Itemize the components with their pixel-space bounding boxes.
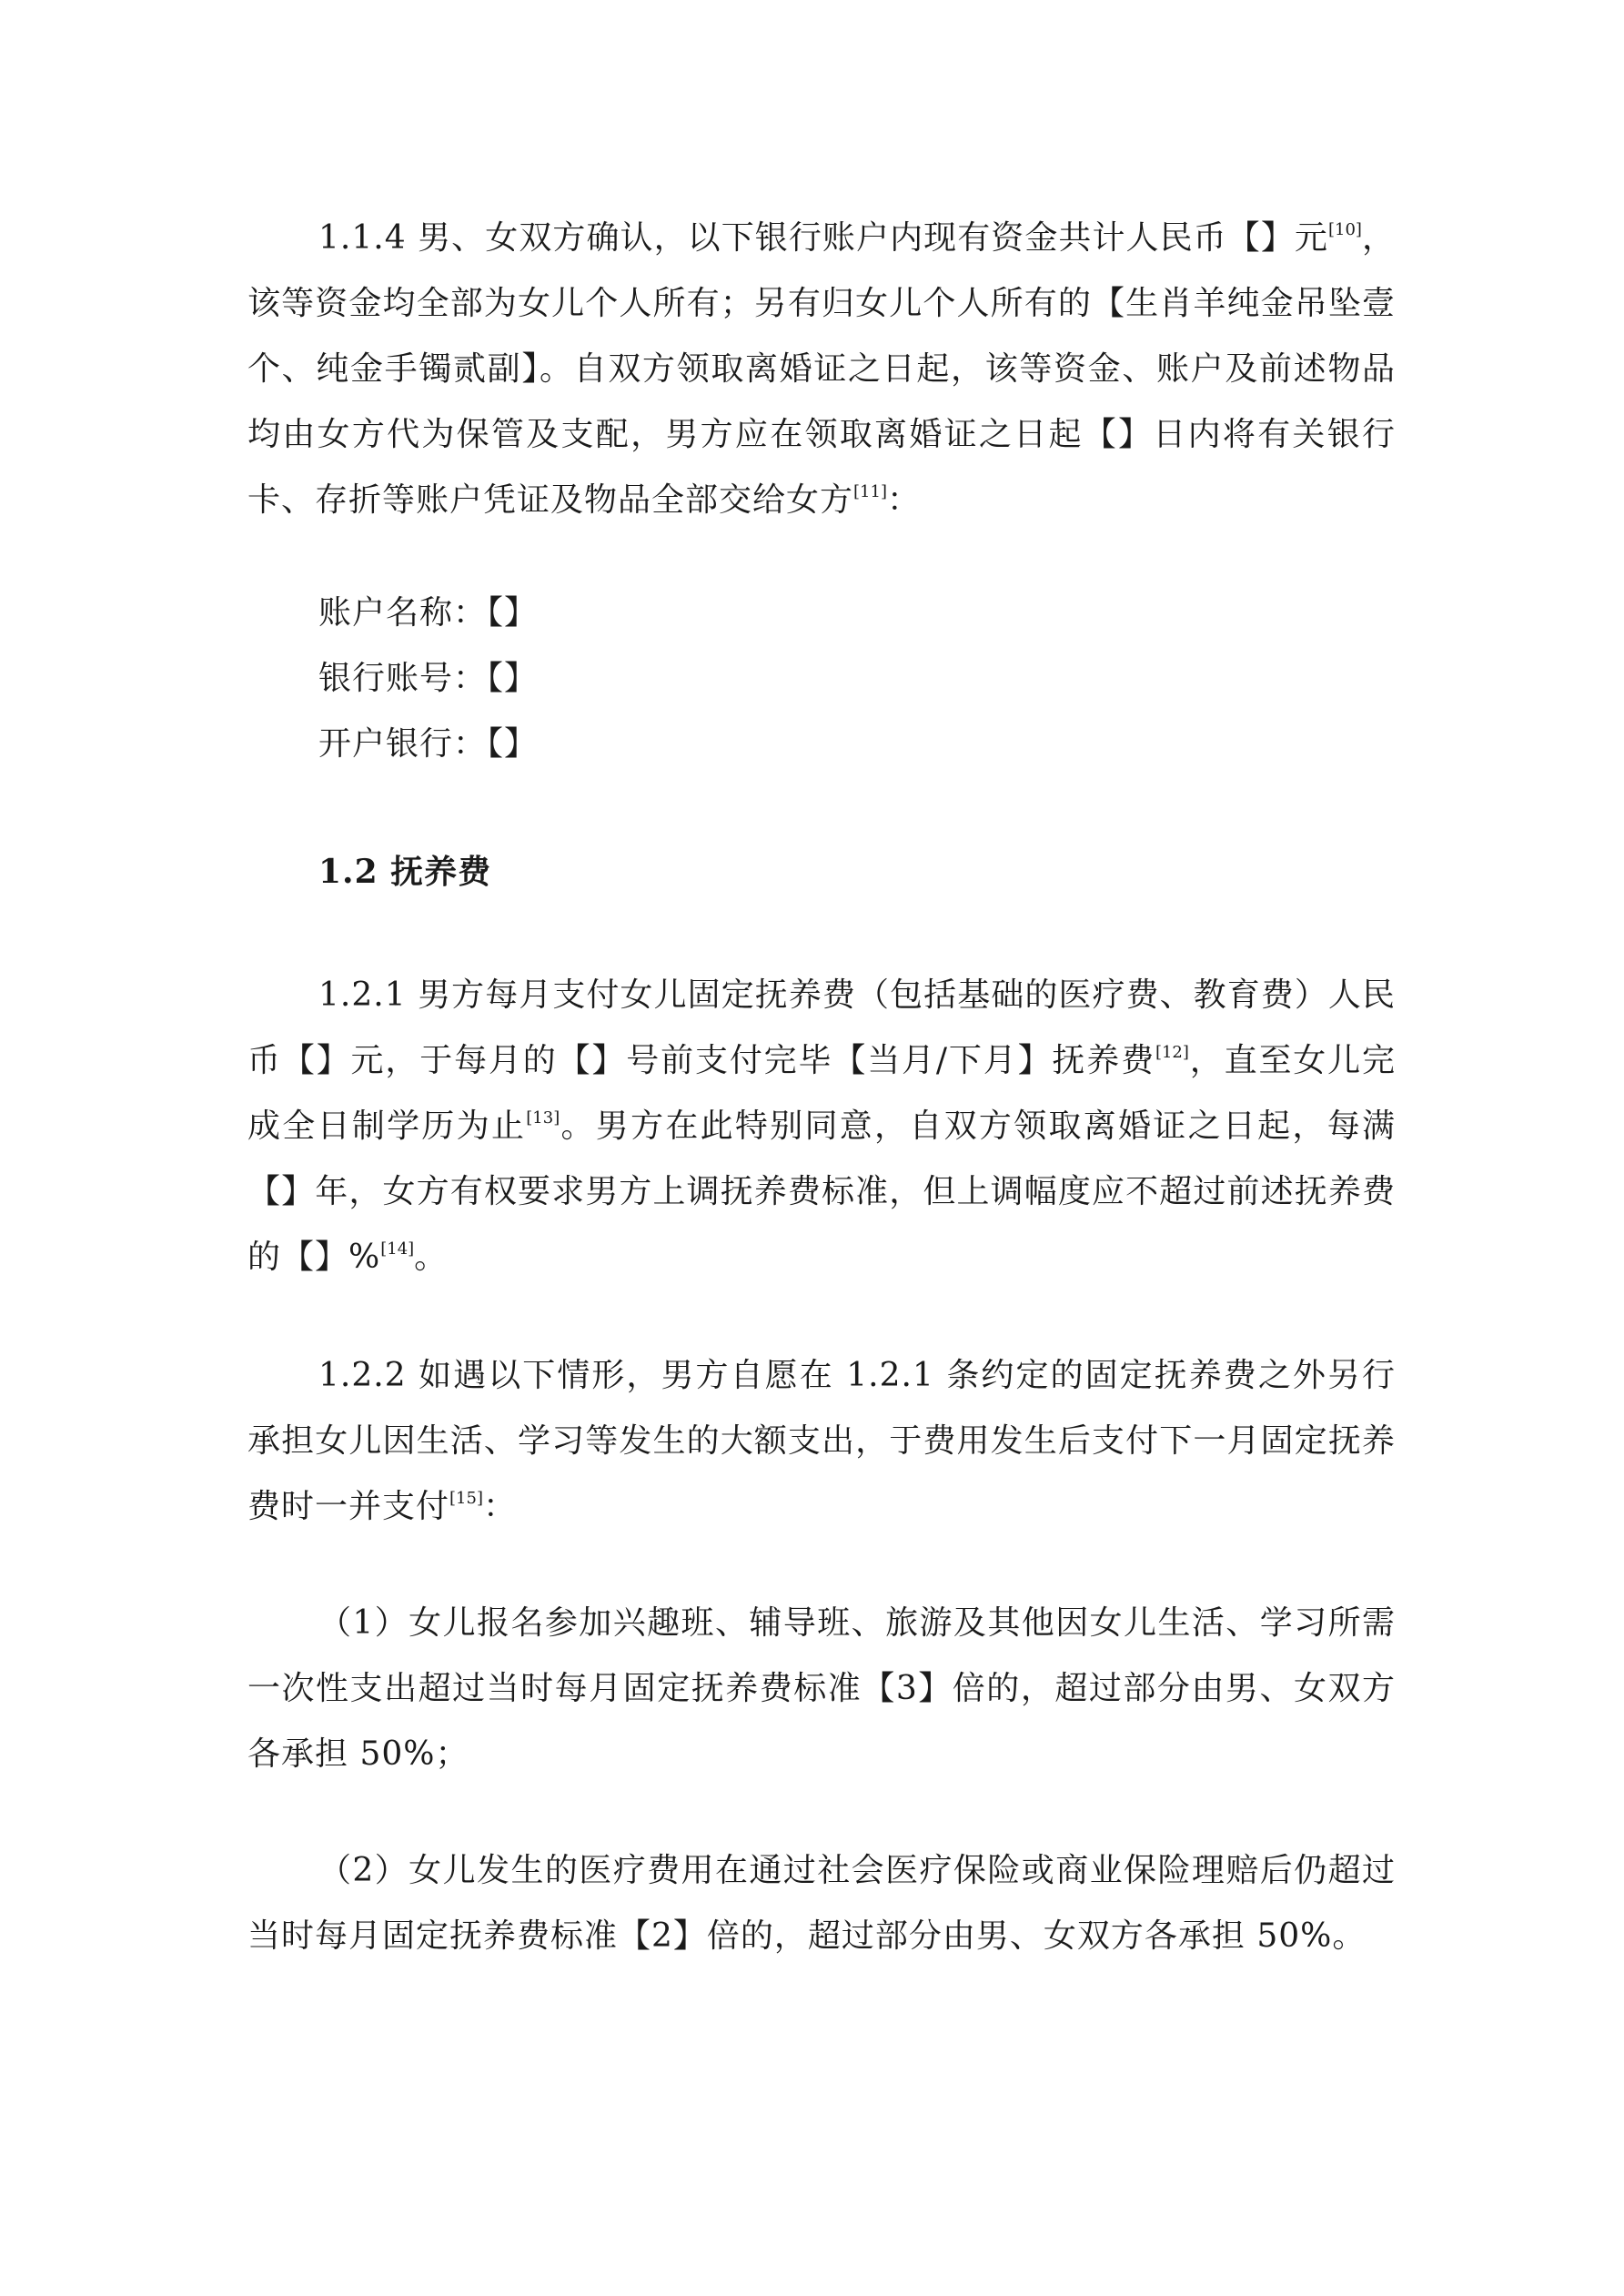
footnote-ref[interactable]: [14] bbox=[380, 1239, 415, 1259]
section-heading: 1.2 抚养费 bbox=[318, 853, 492, 891]
clause-text: ： bbox=[886, 481, 921, 519]
footnote-ref[interactable]: [13] bbox=[526, 1108, 560, 1128]
clause-text: 。男方在此特别同意，自双方领取离婚证之日起，每满【】年，女方有权要求男方上调抚养费标准，但上调幅度应不超过前述抚养费的【】% bbox=[247, 1108, 1396, 1276]
footnote-ref[interactable]: [10] bbox=[1327, 220, 1362, 239]
account-name-field: 账户名称：【】 bbox=[318, 594, 539, 632]
list-item-1: （1）女儿报名参加兴趣班、辅导班、旅游及其他因女儿生活、学习所需一次性支出超过当时每月固定抚养费标准【3】倍的，超过部分由男、女双方各承担 50%； bbox=[247, 1604, 1396, 1773]
clause-text: ： bbox=[482, 1488, 517, 1525]
clause-text: 1.2.1 男方每月支付女儿固定抚养费（包括基础的医疗费、教育费）人民币【】元，于每月的【】号前支付完毕【当月/下月】抚养费 bbox=[247, 976, 1396, 1079]
account-number-field: 银行账号：【】 bbox=[318, 660, 539, 697]
clause-text: 1.2.2 如遇以下情形，男方自愿在 1.2.1 条约定的固定抚养费之外另行承担女儿因生活、学习等发生的大额支出，于费用发生后支付下一月固定抚养费时一并支付 bbox=[247, 1357, 1396, 1525]
clause-text: 1.1.4 男、女双方确认，以下银行账户内现有资金共计人民币【】元 bbox=[318, 219, 1328, 257]
clause-text: ，直至女儿完成全日制学历为止 bbox=[247, 1042, 1396, 1145]
footnote-ref[interactable]: [11] bbox=[853, 482, 887, 501]
clause-1-1-4 bbox=[247, 206, 1396, 533]
clause-text: 。 bbox=[414, 1239, 449, 1276]
footnote-ref[interactable]: [15] bbox=[449, 1489, 483, 1508]
footnote-ref[interactable]: [12] bbox=[1155, 1043, 1189, 1062]
account-bank-field: 开户银行：【】 bbox=[318, 725, 539, 763]
clause-1-2-1 bbox=[247, 963, 1396, 1290]
clause-text: ，该等资金均全部为女儿个人所有；另有归女儿个人所有的【生肖羊纯金吊坠壹个、纯金手镯贰副】。自双方领取离婚证之日起，该等资金、账户及前述物品均由女方代为保管及支配，男方应在领取离婚证之日起【】日内将有关银行卡、存折等账户凭证及物品全部交给女方 bbox=[247, 219, 1396, 519]
list-item-2: （2）女儿发生的医疗费用在通过社会医疗保险或商业保险理赔后仍超过当时每月固定抚养费标准【2】倍的，超过部分由男、女双方各承担 50%。 bbox=[247, 1852, 1396, 1955]
clause-1-2-2 bbox=[247, 1343, 1396, 1540]
